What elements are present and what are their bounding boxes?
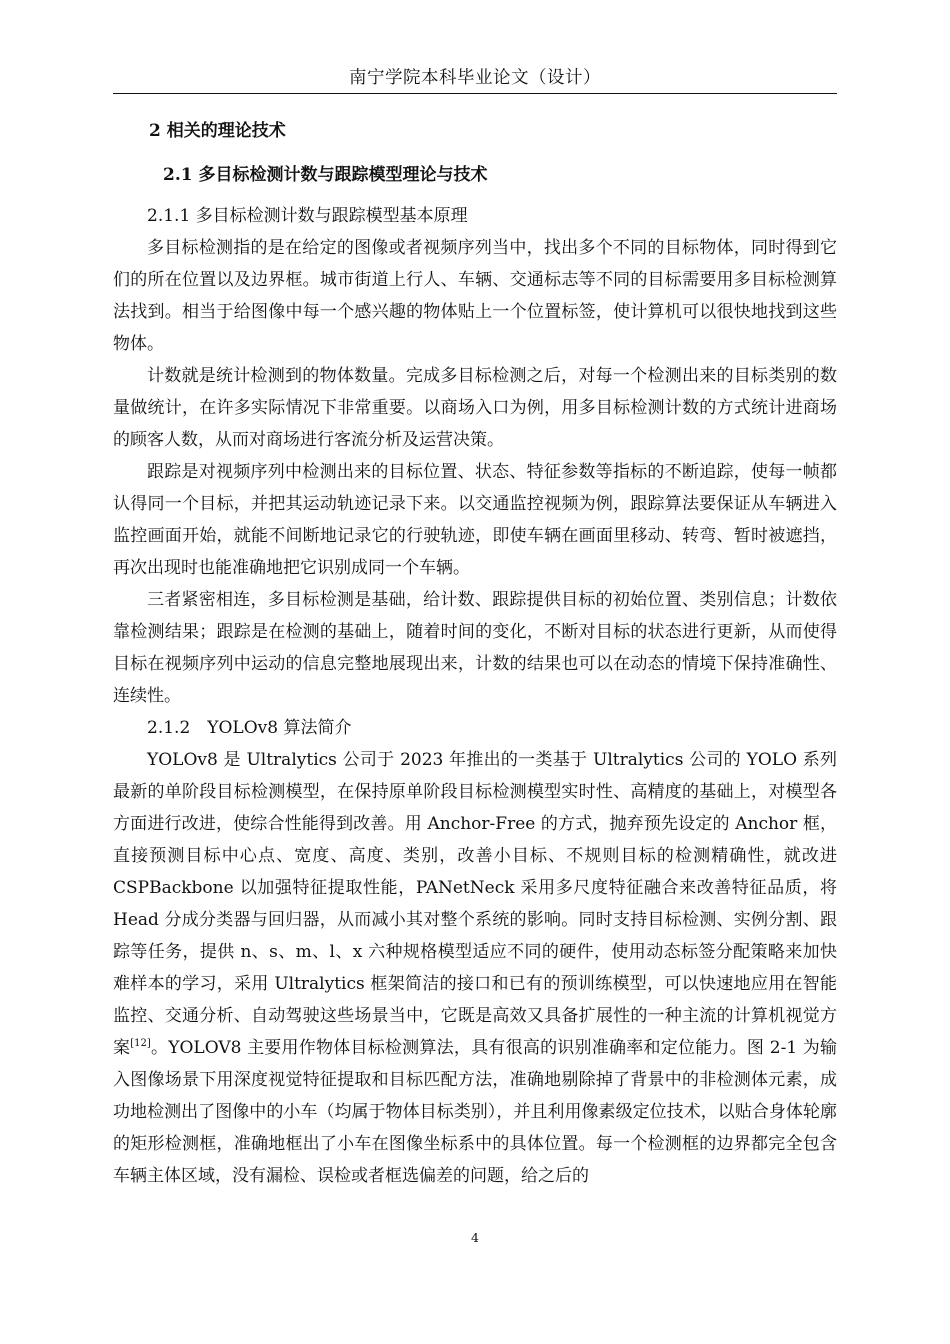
paragraph-counting: 计数就是统计检测到的物体数量。完成多目标检测之后，对每一个检测出来的目标类别的数量做统计，在许多实际情况下非常重要。以商场入口为例，用多目标检测计数的方式统计进商场的顾客人数，从而对商场进行客流分析及运营决策。 — [113, 366, 837, 450]
subsection-heading-2: 2.1.2 YOLOv8 算法简介 — [147, 718, 352, 738]
yolov8-text-part2: 。YOLOV8 主要用作物体目标检测算法，具有很高的识别准确率和定位能力。图 2-1 为输入图像场景下用深度视觉特征提取和目标匹配方法，准确地剔除掉了背景中的非检测体元素，成功地检测出了图像中的小车（均属于物体目标类别），并且利用像素级定位技术，以贴合身体轮廓的矩形检测框，准确地框出了小车在图像坐标系中的具体位置。每一个检测框的边界都完全包含车辆主体区域，没有漏检、误检或者框选偏差的问题，给之后的 — [113, 1038, 838, 1186]
body-text — [113, 200, 837, 1192]
citation-marker: [12] — [130, 1038, 151, 1049]
subsection-heading-1: 2.1.1 多目标检测计数与跟踪模型基本原理 — [147, 206, 468, 226]
yolov8-text-part1: YOLOv8 是 Ultralytics 公司于 2023 年推出的一类基于 Ultralytics 公司的 YOLO 系列最新的单阶段目标检测模型，在保持原单阶段目标检测模型实时性、高精度的基础上，对模型各方面进行改进，使综合性能得到改善。用 Anchor-Free 的方式，抛弃预先设定的 Anchor 框，直接预测目标中心点、宽度、高度、类别，改善小目标、不规则目标的检测精确性，就改进 CSPBackbone 以加强特征提取性能，PANetNeck 采用多尺度特征融合来改善特征品质，将 Head 分成分类器与回归器，从而减小其对整个系统的影响。同时支持目标检测、实例分割、跟踪等任务，提供 n、s、m、l、x 六种规格模型适应不同的硬件，使用动态标签分配策略来加快难样本的学习，采用 Ultralytics 框架简洁的接口和已有的预训练模型，可以快速地应用在智能监控、交通分析、自动驾驶这些场景当中，它既是高效又具备扩展性的一种主流的计算机视觉方案 — [113, 750, 837, 1058]
paragraph-relationship: 三者紧密相连，多目标检测是基础，给计数、跟踪提供目标的初始位置、类别信息；计数依靠检测结果；跟踪是在检测的基础上，随着时间的变化，不断对目标的状态进行更新，从而使得目标在视频序列中运动的信息完整地展现出来，计数的结果也可以在动态的情境下保持准确性、连续性。 — [113, 590, 837, 706]
header-rule — [113, 93, 837, 94]
section-heading: 2.1 多目标检测计数与跟踪模型理论与技术 — [163, 165, 488, 185]
paragraph-detection: 多目标检测指的是在给定的图像或者视频序列当中，找出多个不同的目标物体，同时得到它们的所在位置以及边界框。城市街道上行人、车辆、交通标志等不同的目标需要用多目标检测算法找到。相当于给图像中每一个感兴趣的物体贴上一个位置标签，使计算机可以很快地找到这些物体。 — [113, 238, 837, 354]
chapter-heading: 2 相关的理论技术 — [149, 121, 286, 141]
paragraph-tracking: 跟踪是对视频序列中检测出来的目标位置、状态、特征参数等指标的不断追踪，使每一帧都认得同一个目标，并把其运动轨迹记录下来。以交通监控视频为例，跟踪算法要保证从车辆进入监控画面开始，就能不间断地记录它的行驶轨迹，即使车辆在画面里移动、转弯、暂时被遮挡，再次出现时也能准确地把它识别成同一个车辆。 — [113, 462, 837, 578]
page-number: 4 — [471, 1230, 479, 1245]
running-header: 南宁学院本科毕业论文（设计） — [349, 68, 601, 88]
paragraph-yolov8 — [113, 744, 837, 1192]
